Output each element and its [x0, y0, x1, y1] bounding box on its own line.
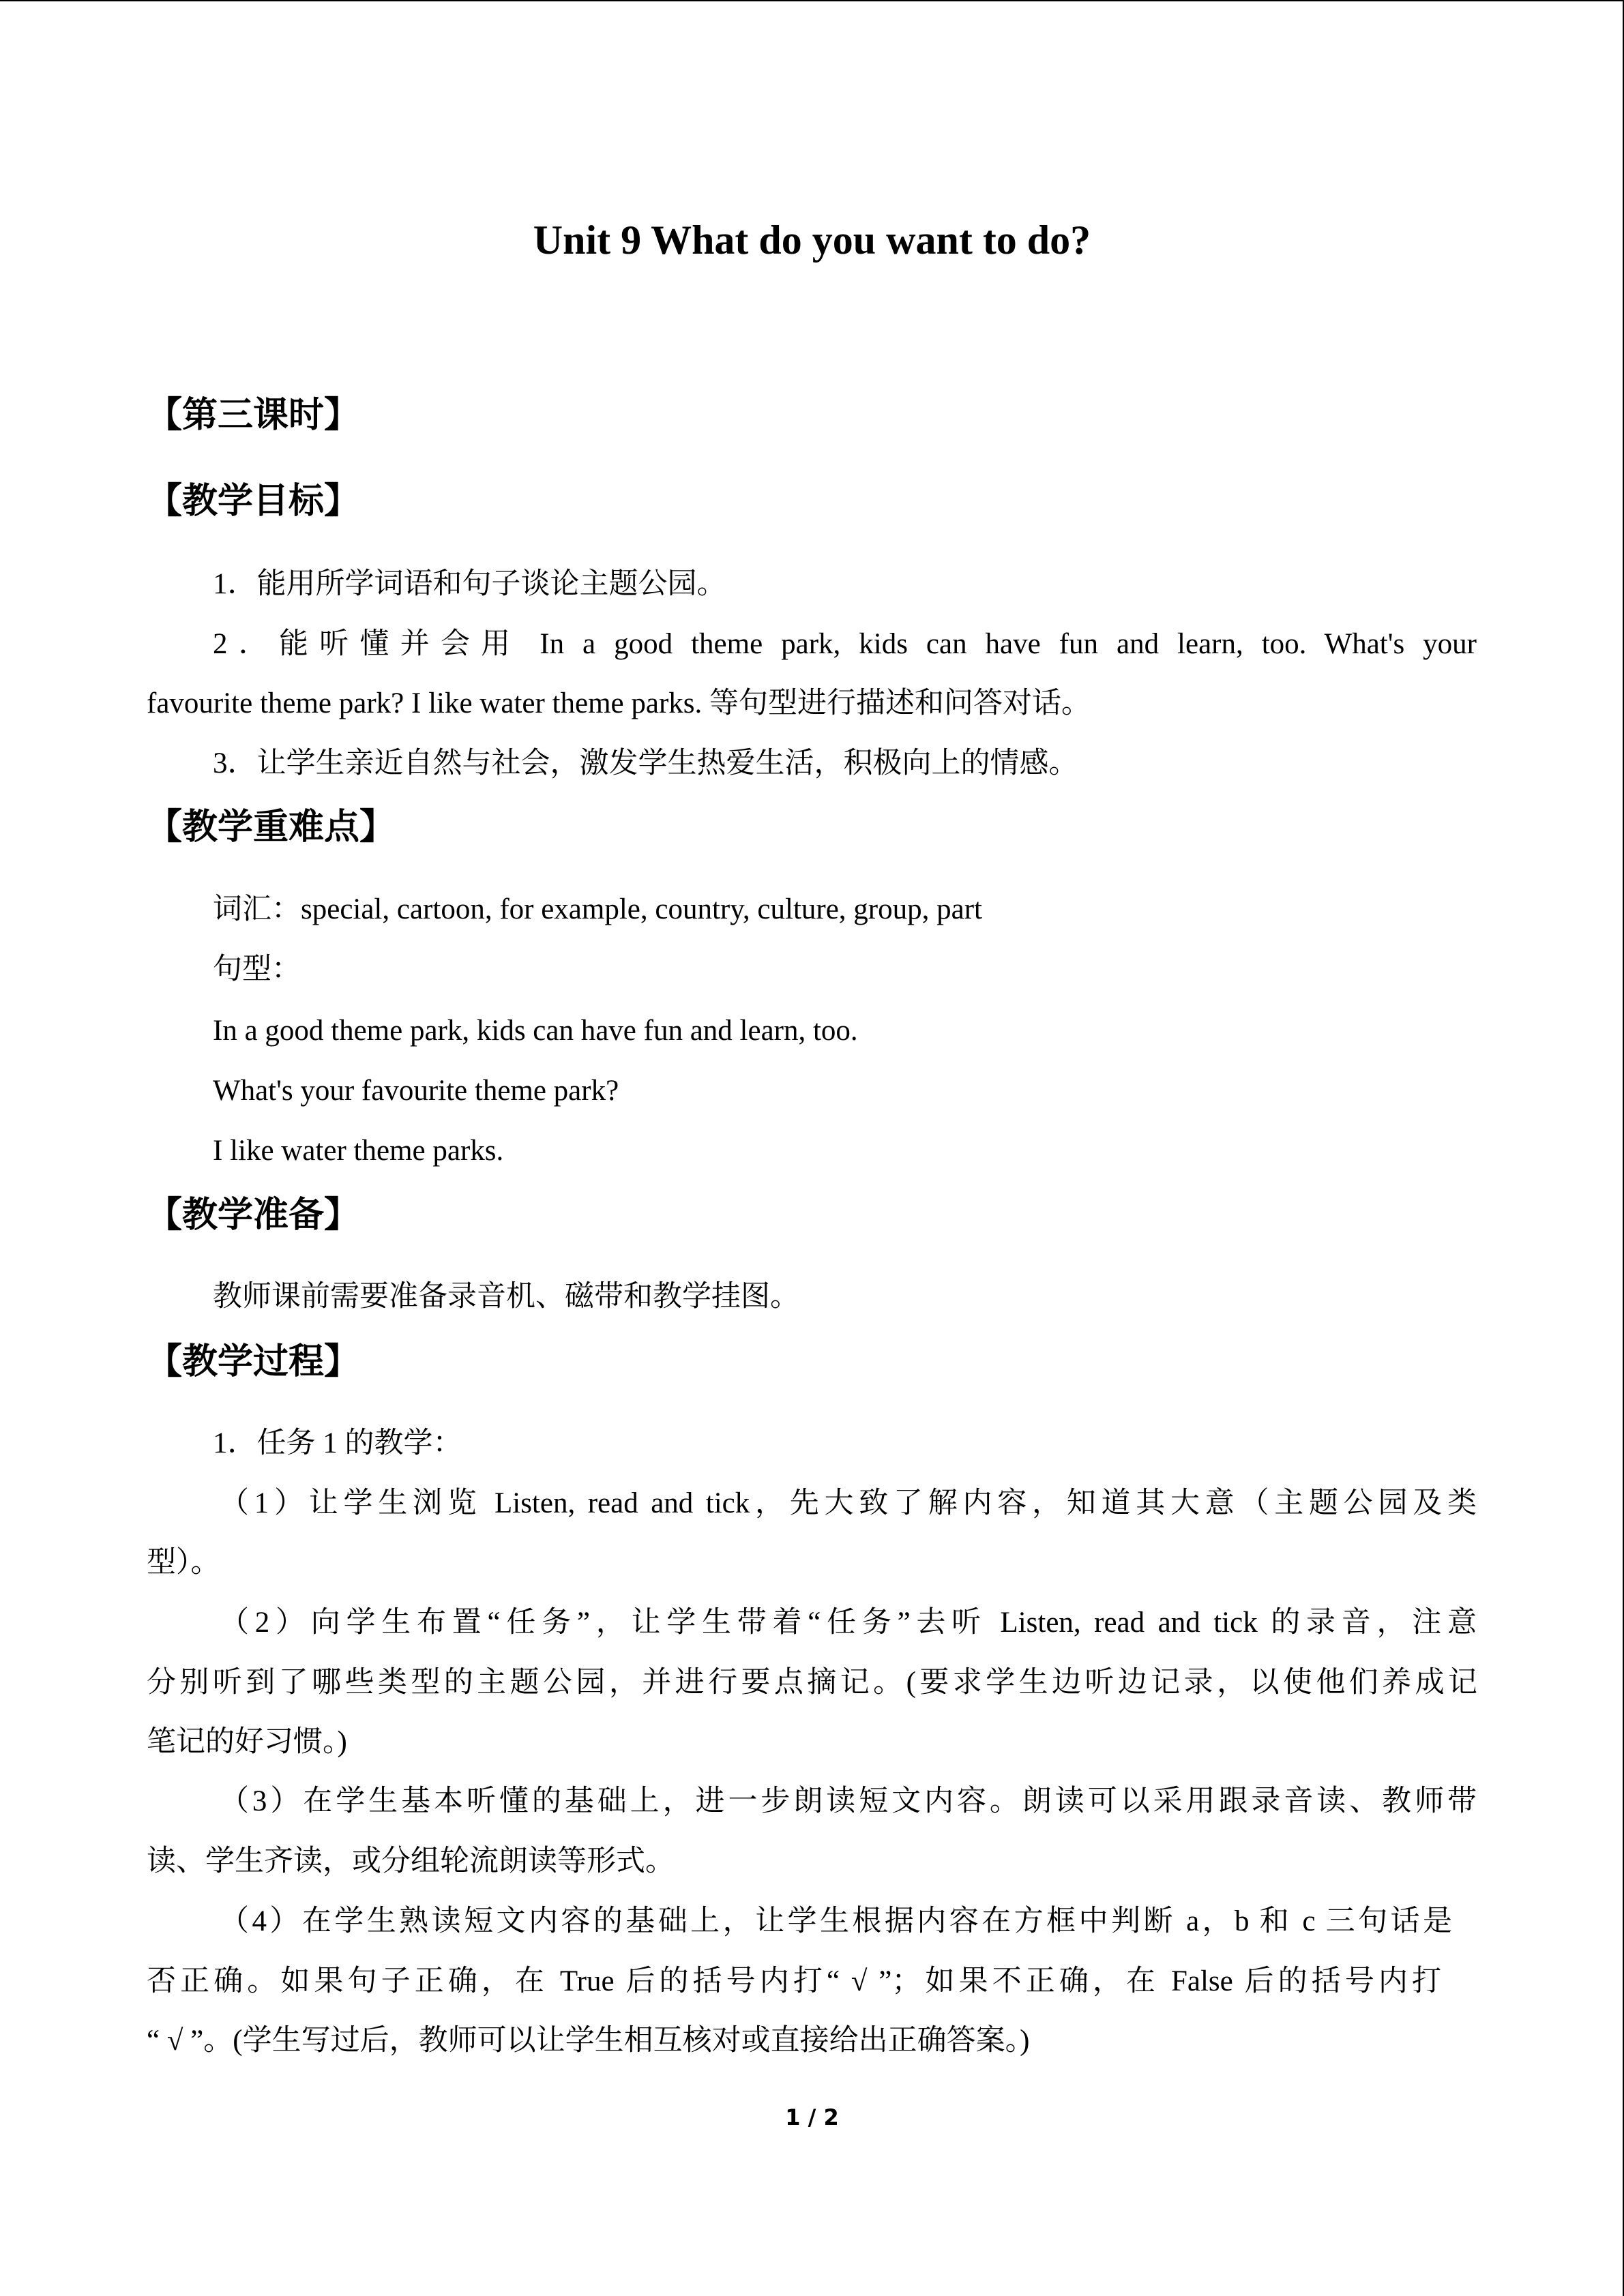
process-task1-title: 1．任务 1 的教学： [213, 1427, 462, 1459]
process-step4-line-3: “ √ ”。(学生写过后，教师可以让学生相互核对或直接给出正确答案。) [147, 2025, 1030, 2057]
key-points-pattern-1: In a good theme park, kids can have fun and learn, too. [213, 1015, 858, 1047]
process-step3-line-2: 读、学生齐读，或分组轮流朗读等形式。 [147, 1845, 675, 1877]
key-points-pattern-3: I like water theme parks. [213, 1135, 504, 1167]
heading-lesson: 【第三课时】 [147, 395, 360, 436]
process-step2-line-2: 分别听到了哪些类型的主题公园，并进行要点摘记。(要求学生边听边记录，以使他们养成记 [147, 1667, 1477, 1699]
objective-item-1: 1．能用所学词语和句子谈论主题公园。 [213, 568, 726, 600]
document-title: Unit 9 What do you want to do? [533, 218, 1091, 263]
key-points-vocab: 词汇：special, cartoon, for example, country, culture, group, part [213, 893, 982, 925]
heading-preparation: 【教学准备】 [147, 1195, 360, 1236]
process-step1-line-2: 型）。 [147, 1547, 220, 1579]
key-points-pattern-2: What's your favourite theme park? [213, 1075, 619, 1107]
objective-item-2-line-1: 2．能听懂并会用 In a good theme park, kids can have fun and learn, too. What's your [213, 628, 1477, 660]
heading-key-points: 【教学重难点】 [147, 807, 396, 848]
process-step4-line-2: 否正确。如果句子正确，在 True 后的括号内打“ √ ”；如果不正确，在 False 后的括号内打 [147, 1965, 1441, 1997]
page-number: 1 / 2 [785, 2104, 839, 2130]
process-step2-line-3: 笔记的好习惯。) [147, 1726, 347, 1758]
process-step3-line-1: （3）在学生基本听懂的基础上，进一步朗读短文内容。朗读可以采用跟录音读、教师带 [220, 1785, 1477, 1817]
objective-item-3: 3．让学生亲近自然与社会，激发学生热爱生活，积极向上的情感。 [213, 747, 1078, 779]
heading-process: 【教学过程】 [147, 1341, 360, 1382]
objective-item-2-line-2: favourite theme park? I like water theme parks. 等句型进行描述和问答对话。 [147, 687, 1091, 719]
process-step4-line-1: （4）在学生熟读短文内容的基础上，让学生根据内容在方框中判断 a，b 和 c 三句话是 [220, 1905, 1452, 1937]
process-step1-line-1: （1）让学生浏览 Listen, read and tick，先大致了解内容，知道其大意（主题公园及类 [220, 1487, 1477, 1519]
heading-objectives: 【教学目标】 [147, 481, 360, 522]
process-step2-line-1: （2）向学生布置“任务”，让学生带着“任务”去听 Listen, read and tick 的录音，注意 [220, 1607, 1477, 1639]
key-points-patterns-label: 句型： [213, 953, 301, 985]
preparation-text: 教师课前需要准备录音机、磁带和教学挂图。 [213, 1281, 799, 1313]
